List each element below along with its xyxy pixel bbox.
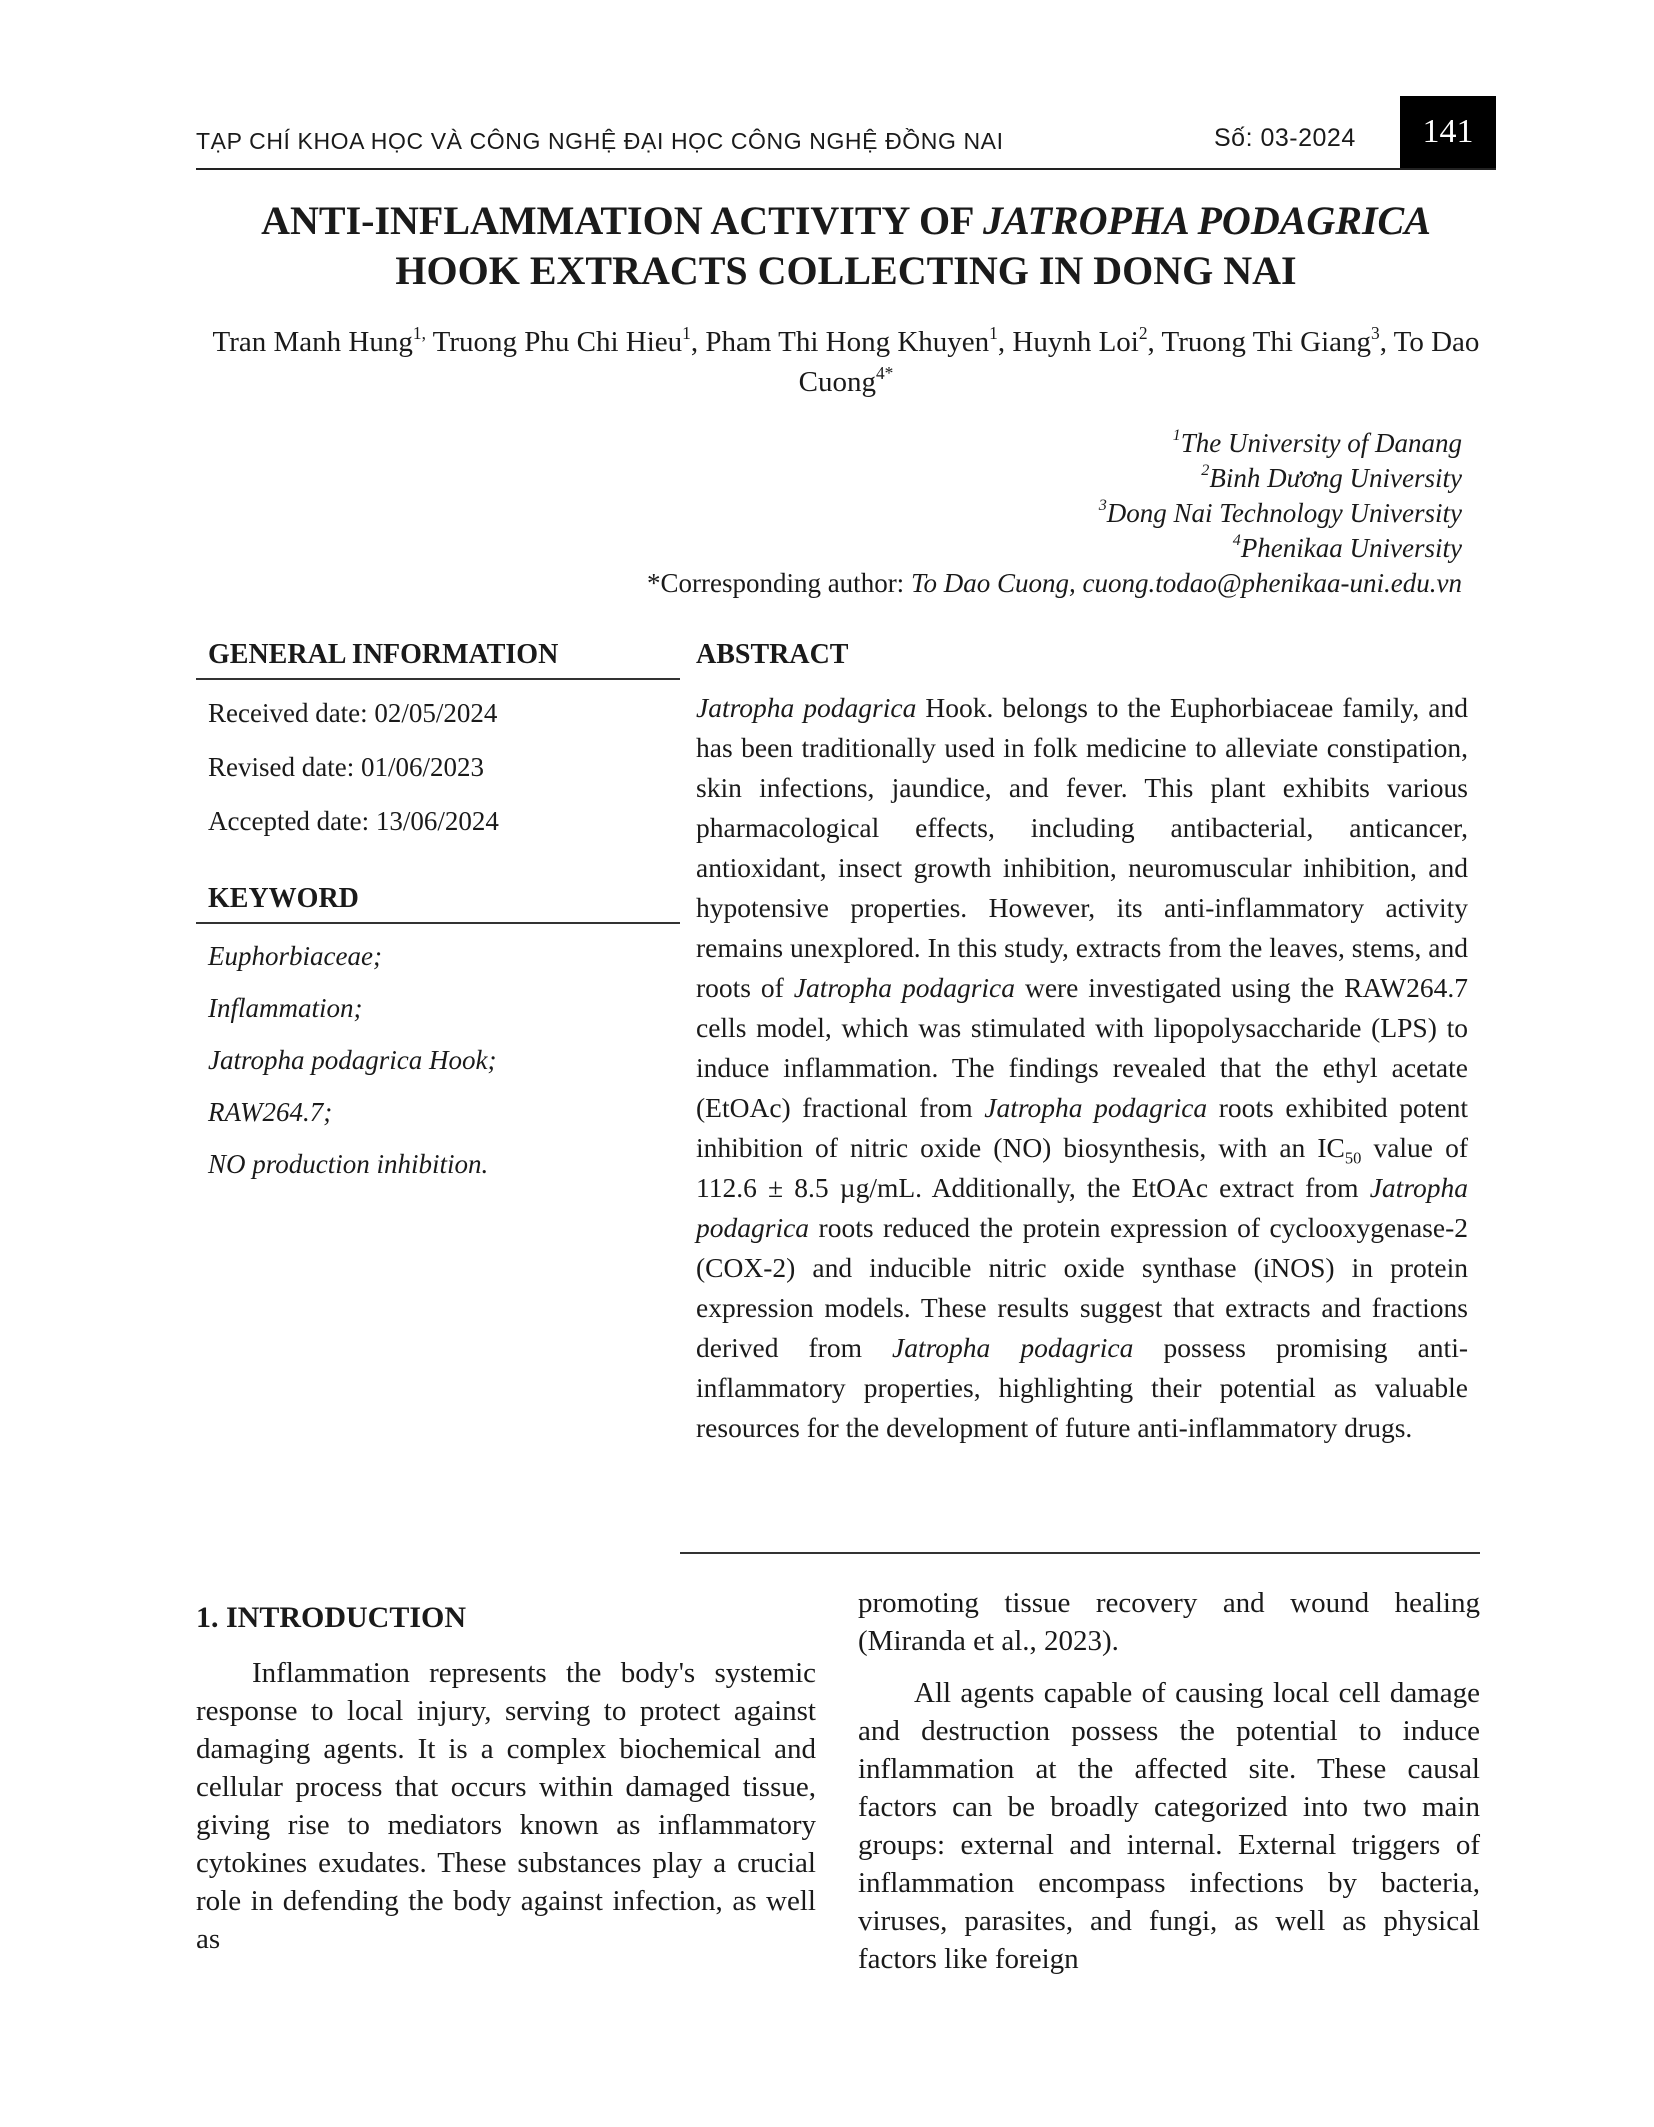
affiliation-item: $^1$The University of Danang [1172, 426, 1462, 458]
keyword-item: Euphorbiaceae; [208, 941, 382, 971]
article-title [196, 196, 1496, 296]
journal-name: TẠP CHÍ KHOA HỌC VÀ CÔNG NGHỆ ĐẠI HỌC CÔNG NGHỆ ĐỒNG NAI [196, 128, 1004, 154]
author-affil-mark: 2 [1138, 322, 1148, 343]
header-divider [196, 168, 1496, 170]
corresponding-label: *Corresponding author: [646, 568, 911, 598]
body-paragraph: All agents capable of causing local cell damage and destruction possess the potential to induce inflammation at the affected site. These causal factors can be broadly categorized into two main groups: external and internal. External triggers of inflammation encompass infections by bacteria, viruses, parasites, and fungi, as well as physical factors like foreign [858, 1677, 1480, 1975]
body-paragraph-continued: promoting tissue recovery and wound healing (Miranda et al., 2023). [858, 1587, 1480, 1657]
page-number: 141 [1400, 96, 1496, 168]
author-name: , Pham Thi Hong Khuyen [690, 326, 990, 358]
abstract-divider [680, 1552, 1480, 1554]
author-name: Truong Phu Chi Hieu [425, 326, 683, 358]
author-name: , Truong Thi Giang [1147, 326, 1371, 358]
author-affil-mark: 1 [989, 322, 998, 343]
keyword-item: Jatropha podagrica Hook; [208, 1045, 497, 1075]
running-header [196, 124, 1396, 164]
keyword-item: RAW264.7; [208, 1097, 333, 1127]
keyword-item: NO production inhibition. [208, 1149, 489, 1179]
abstract-heading: ABSTRACT [696, 639, 849, 670]
author-affil-mark: 1 [682, 322, 691, 343]
revised-date: Revised date: 01/06/2023 [208, 752, 484, 782]
affiliation-item: $^3$Dong Nai Technology University [1098, 496, 1462, 528]
author-affil-mark: 3 [1371, 322, 1380, 343]
affiliation-item: $^4$Phenikaa University [1232, 531, 1462, 563]
introduction-heading: 1. INTRODUCTION [196, 1601, 467, 1634]
keyword-item: Inflammation; [208, 993, 363, 1023]
body-column-left [196, 1598, 816, 1958]
general-info-panel [196, 632, 680, 1190]
title-part-2: HOOK EXTRACTS COLLECTING IN DONG NAI [395, 248, 1297, 293]
body-column-right [858, 1584, 1480, 1978]
general-info-heading: GENERAL INFORMATION [208, 639, 559, 670]
body-paragraph: Inflammation represents the body's systemic response to local injury, serving to protect against damaging agents. It is a complex biochemical and cellular process that occurs within damaged tissue, giving rise to mediators known as inflammatory cytokines exudates. These substances play a crucial role in defending the body against infection, as well as [196, 1657, 816, 1955]
author-name: Tran Manh Hung [212, 326, 413, 358]
abstract-text: Jatropha podagrica Hook. belongs to the Euphorbiaceae family, and has been traditionally used in folk medicine to alleviate constipation, skin infections, jaundice, and fever. This plant exhibits various pharmacological effects, including antibacterial, anticancer, antioxidant, insect growth inhibition, neuromuscular inhibition, and hypotensive properties. However, its anti-inflammatory activity remains unexplored. In this study, extracts from the leaves, stems, and roots of Jatropha podagrica were investigated using the RAW264.7 cells model, which was stimulated with lipopolysaccharide (LPS) to induce inflammation. The findings revealed that the ethyl acetate (EtOAc) fractional from Jatropha podagrica roots exhibited potent inhibition of nitric oxide (NO) biosynthesis, with an $IC_{50}$ value of 112.6 ± 8.5 µg/mL. Additionally, the EtOAc extract from Jatropha podagrica roots reduced the protein expression of cyclooxygenase-2 (COX-2) and inducible nitric oxide synthase (iNOS) in protein expression models. These results suggest that extracts and fractions derived from Jatropha podagrica possess promising anti-inflammatory properties, highlighting their potential as valuable resources for the development of future anti-inflammatory drugs. [696, 692, 1468, 1443]
section-divider [196, 922, 680, 924]
author-affil-mark: 4* [875, 362, 894, 383]
corresponding-author [196, 566, 1462, 601]
issue-number: Số: 03-2024 [1214, 124, 1356, 152]
corresponding-email[interactable]: To Dao Cuong, cuong.todao@phenikaa-uni.edu.vn [910, 568, 1462, 598]
author-name: , Huynh Loi [997, 326, 1139, 358]
author-affil-mark: 1, [412, 322, 426, 343]
keyword-heading: KEYWORD [208, 883, 359, 914]
accepted-date: Accepted date: 13/06/2024 [208, 806, 499, 836]
title-species: JATROPHA PODAGRICA [983, 198, 1431, 243]
received-date: Received date: 02/05/2024 [208, 698, 498, 728]
affiliation-item: $^2$Binh Dương University [1201, 461, 1462, 493]
affiliations [196, 426, 1462, 601]
author-name: , To Dao Cuong [798, 326, 1480, 398]
author-list [196, 322, 1496, 402]
section-divider [196, 678, 680, 680]
title-part-1: ANTI-INFLAMMATION ACTIVITY OF [261, 198, 983, 243]
